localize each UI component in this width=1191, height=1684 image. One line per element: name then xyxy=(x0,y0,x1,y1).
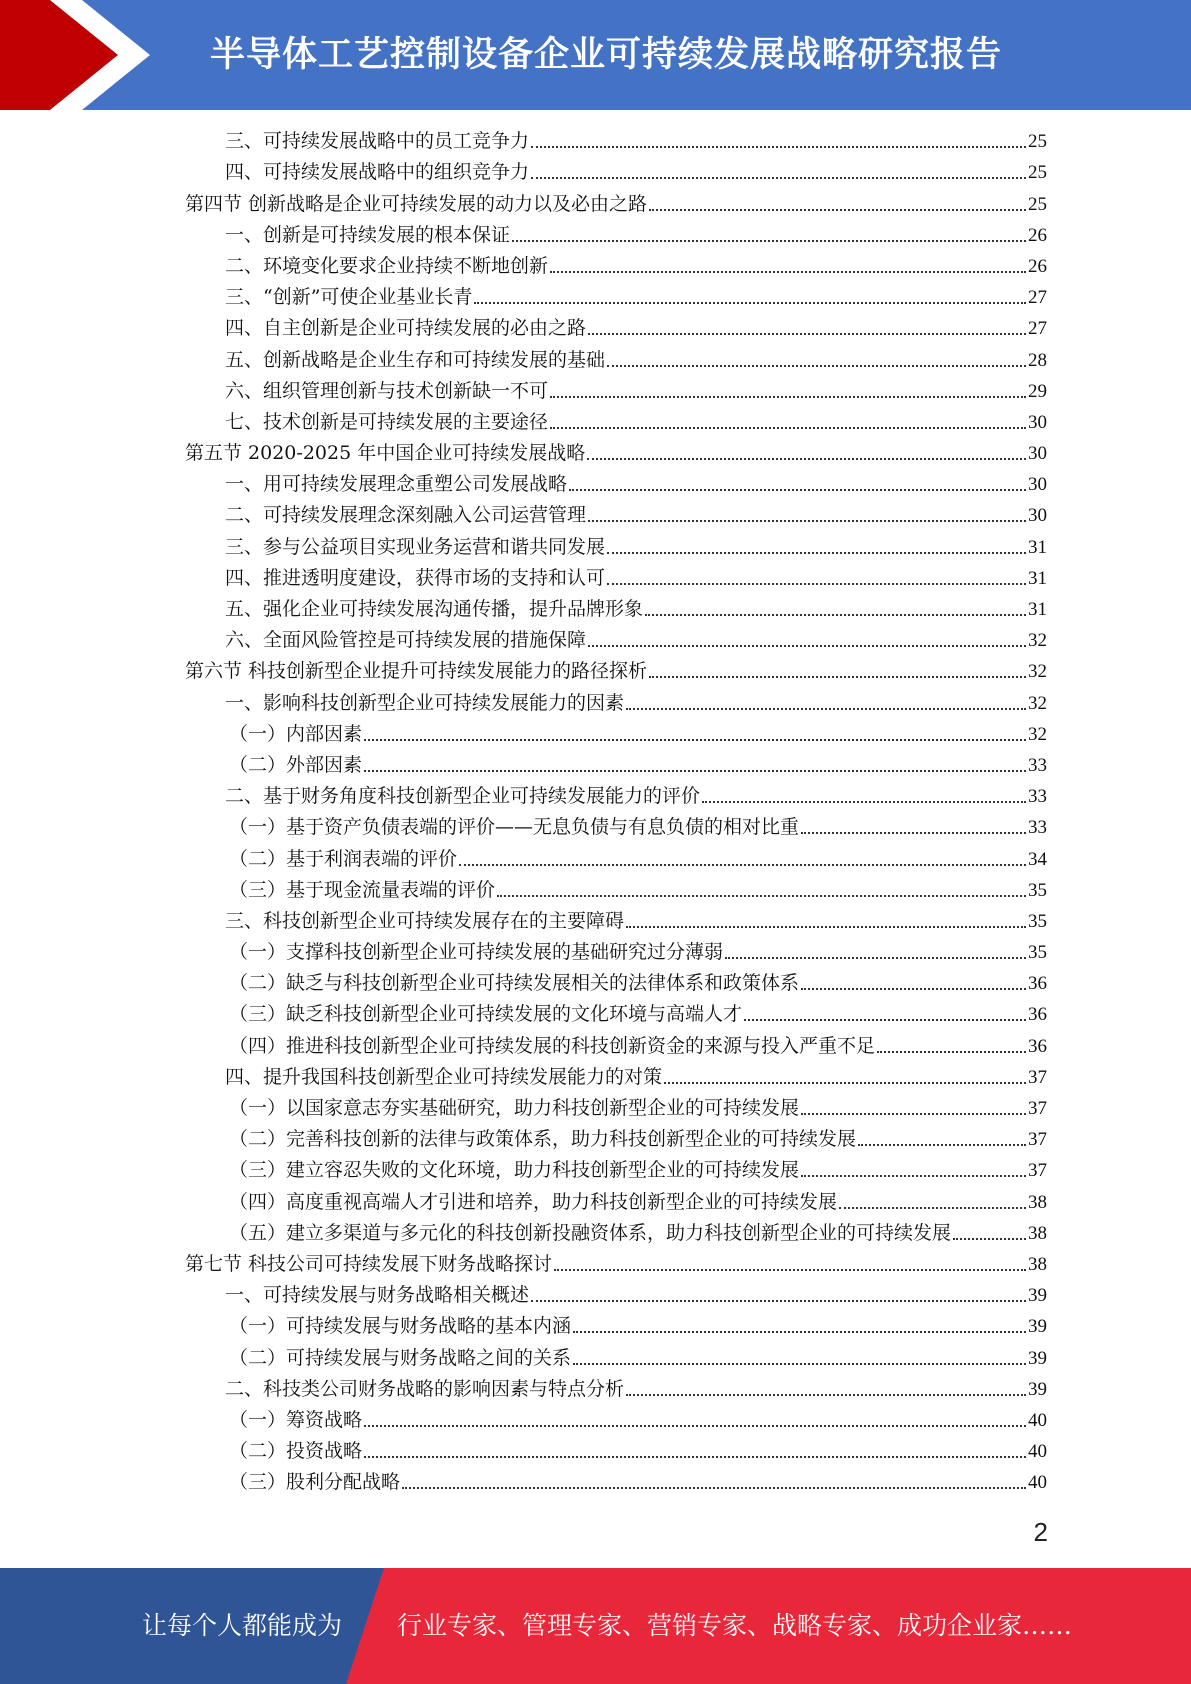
toc-entry-title: 二、可持续发展理念深刻融入公司运营管理 xyxy=(225,504,587,527)
toc-entry[interactable] xyxy=(185,1313,1047,1344)
toc-dot-leader xyxy=(474,302,1026,304)
report-title: 半导体工艺控制设备企业可持续发展战略研究报告 xyxy=(210,35,1003,75)
toc-entry-page: 25 xyxy=(1028,131,1047,153)
toc-entry-page: 39 xyxy=(1028,1347,1047,1369)
toc-dot-leader xyxy=(512,240,1026,242)
toc-entry[interactable] xyxy=(185,1220,1047,1251)
toc-dot-leader xyxy=(877,1051,1026,1053)
toc-entry-title: 三、参与公益项目实现业务运营和谐共同发展 xyxy=(225,535,606,558)
toc-entry[interactable] xyxy=(185,939,1047,970)
toc-entry-title: 七、技术创新是可持续发展的主要途径 xyxy=(225,410,549,433)
toc-entry-title: （三）缺乏科技创新型企业可持续发展的文化环境与高端人才 xyxy=(229,1003,743,1026)
toc-entry-title: 五、强化企业可持续发展沟通传播，提升品牌形象 xyxy=(225,598,644,620)
toc-entry-page: 26 xyxy=(1028,224,1047,246)
toc-dot-leader xyxy=(607,583,1026,585)
toc-dot-leader xyxy=(531,1300,1026,1302)
toc-entry[interactable] xyxy=(185,1064,1047,1095)
toc-entry[interactable] xyxy=(185,1188,1047,1219)
toc-entry[interactable] xyxy=(185,1469,1047,1500)
toc-entry-page: 40 xyxy=(1028,1472,1047,1494)
toc-dot-leader xyxy=(588,333,1026,335)
toc-entry[interactable] xyxy=(185,190,1047,221)
toc-entry-title: 三、可持续发展战略中的员工竞争力 xyxy=(225,130,530,153)
toc-entry[interactable] xyxy=(185,1251,1047,1282)
toc-entry-page: 35 xyxy=(1028,879,1047,901)
toc-dot-leader xyxy=(573,1363,1026,1365)
toc-entry-title: 二、环境变化要求企业持续不断地创新 xyxy=(225,254,549,277)
toc-entry-title: 四、可持续发展战略中的组织竞争力 xyxy=(225,161,530,184)
toc-entry-page: 26 xyxy=(1028,255,1047,277)
toc-entry-page: 25 xyxy=(1028,193,1047,215)
toc-entry-title: （一）筹资战略 xyxy=(229,1408,363,1431)
toc-entry-title: （二）投资战略 xyxy=(229,1440,363,1463)
toc-dot-leader xyxy=(626,926,1026,928)
toc-entry-page: 39 xyxy=(1028,1316,1047,1338)
toc-entry-page: 31 xyxy=(1028,536,1047,558)
toc-entry-title: （四）推进科技创新型企业可持续发展的科技创新资金的来源与投入严重不足 xyxy=(229,1034,876,1057)
toc-entry-title: 三、“创新”可使企业基业长青 xyxy=(225,286,473,309)
toc-entry-title: 一、影响科技创新型企业可持续发展能力的因素 xyxy=(225,691,625,714)
footer-slogan-right: 行业专家、管理专家、营销专家、战略专家、成功企业家…… xyxy=(397,1611,1073,1640)
toc-dot-leader xyxy=(550,271,1026,273)
toc-entry[interactable] xyxy=(185,565,1047,596)
toc-entry[interactable] xyxy=(185,970,1047,1001)
toc-entry-title: （二）缺乏与科技创新型企业可持续发展相关的法律体系和政策体系 xyxy=(229,972,800,995)
table-of-contents xyxy=(185,128,1047,1500)
toc-entry-page: 33 xyxy=(1028,754,1047,776)
toc-entry-page: 33 xyxy=(1028,817,1047,839)
toc-entry-page: 28 xyxy=(1028,349,1047,371)
toc-dot-leader xyxy=(588,520,1026,522)
toc-entry[interactable] xyxy=(185,1126,1047,1157)
toc-entry-title: （四）高度重视高端人才引进和培养，助力科技创新型企业的可持续发展 xyxy=(229,1190,838,1213)
toc-dot-leader xyxy=(588,645,1026,647)
toc-entry[interactable] xyxy=(185,409,1047,440)
toc-entry-title: 四、推进透明度建设，获得市场的支持和认可 xyxy=(225,566,606,589)
toc-entry[interactable] xyxy=(185,533,1047,564)
toc-entry-page: 38 xyxy=(1028,1191,1047,1213)
toc-entry-page: 25 xyxy=(1028,162,1047,184)
toc-entry-page: 32 xyxy=(1028,723,1047,745)
toc-entry[interactable] xyxy=(185,1438,1047,1469)
toc-entry[interactable] xyxy=(185,1001,1047,1032)
toc-entry-page: 33 xyxy=(1028,786,1047,808)
toc-dot-leader xyxy=(364,1456,1026,1458)
toc-dot-leader xyxy=(587,458,1026,460)
toc-entry[interactable] xyxy=(185,440,1047,471)
toc-entry-page: 30 xyxy=(1028,411,1047,433)
toc-entry-title: 一、用可持续发展理念重塑公司发展战略 xyxy=(225,473,568,496)
toc-entry-page: 36 xyxy=(1028,1035,1047,1057)
toc-dot-leader xyxy=(531,177,1026,179)
toc-entry-page: 30 xyxy=(1028,443,1047,465)
toc-dot-leader xyxy=(402,1487,1026,1489)
toc-dot-leader xyxy=(801,1175,1026,1177)
toc-dot-leader xyxy=(626,708,1026,710)
toc-entry-title: （一）内部因素 xyxy=(229,722,363,745)
toc-entry[interactable] xyxy=(185,845,1047,876)
toc-entry[interactable] xyxy=(185,1344,1047,1375)
toc-entry-title: （二）可持续发展与财务战略之间的关系 xyxy=(229,1346,572,1369)
toc-dot-leader xyxy=(702,801,1026,803)
toc-entry[interactable] xyxy=(185,721,1047,752)
toc-dot-leader xyxy=(839,1207,1026,1209)
toc-entry-title: （一）支撑科技创新型企业可持续发展的基础研究过分薄弱 xyxy=(229,941,724,964)
toc-dot-leader xyxy=(649,676,1026,678)
toc-entry-title: 五、创新战略是企业生存和可持续发展的基础 xyxy=(225,348,606,371)
toc-entry-page: 27 xyxy=(1028,287,1047,309)
toc-entry-page: 31 xyxy=(1028,567,1047,589)
toc-entry[interactable] xyxy=(185,1282,1047,1313)
toc-dot-leader xyxy=(801,1113,1026,1115)
toc-dot-leader xyxy=(573,1331,1026,1333)
toc-entry[interactable] xyxy=(185,908,1047,939)
toc-entry-title: 一、创新是可持续发展的根本保证 xyxy=(225,223,511,246)
toc-entry-page: 36 xyxy=(1028,1004,1047,1026)
toc-entry[interactable] xyxy=(185,222,1047,253)
toc-entry-title: 一、可持续发展与财务战略相关概述 xyxy=(225,1284,530,1307)
toc-entry[interactable] xyxy=(185,1407,1047,1438)
toc-entry-title: 第七节 科技公司可持续发展下财务战略探讨 xyxy=(185,1252,553,1275)
toc-entry-title: 四、提升我国科技创新型企业可持续发展能力的对策 xyxy=(225,1065,663,1088)
toc-entry[interactable] xyxy=(185,783,1047,814)
toc-entry-title: 第五节 2020-2025 年中国企业可持续发展战略 xyxy=(185,442,586,465)
toc-entry-title: 二、科技类公司财务战略的影响因素与特点分析 xyxy=(225,1377,625,1400)
toc-entry[interactable] xyxy=(185,1157,1047,1188)
toc-dot-leader xyxy=(364,739,1026,741)
toc-entry-title: （三）建立容忍失败的文化环境，助力科技创新型企业的可持续发展 xyxy=(229,1159,800,1182)
toc-entry[interactable] xyxy=(185,284,1047,315)
toc-entry-page: 27 xyxy=(1028,318,1047,340)
header-banner xyxy=(0,0,1191,110)
toc-entry-title: （二）基于利润表端的评价 xyxy=(229,847,458,870)
toc-entry-page: 34 xyxy=(1028,848,1047,870)
toc-entry[interactable] xyxy=(185,502,1047,533)
toc-dot-leader xyxy=(364,1425,1026,1427)
toc-entry[interactable] xyxy=(185,253,1047,284)
toc-dot-leader xyxy=(664,1082,1026,1084)
toc-entry[interactable] xyxy=(185,378,1047,409)
toc-entry-title: （一）基于资产负债表端的评价——无息负债与有息负债的相对比重 xyxy=(229,816,800,839)
toc-entry-title: 四、自主创新是企业可持续发展的必由之路 xyxy=(225,317,587,340)
toc-entry[interactable] xyxy=(185,1095,1047,1126)
toc-entry[interactable] xyxy=(185,814,1047,845)
toc-dot-leader xyxy=(744,1019,1026,1021)
toc-entry-page: 29 xyxy=(1028,380,1047,402)
toc-entry-page: 38 xyxy=(1028,1222,1047,1244)
toc-entry-page: 30 xyxy=(1028,474,1047,496)
toc-dot-leader xyxy=(645,614,1026,616)
toc-entry-page: 37 xyxy=(1028,1129,1047,1151)
toc-dot-leader xyxy=(953,1238,1026,1240)
toc-entry-title: （三）基于现金流量表端的评价 xyxy=(229,878,496,901)
toc-dot-leader xyxy=(626,1394,1026,1396)
toc-dot-leader xyxy=(801,832,1026,834)
toc-entry-page: 35 xyxy=(1028,910,1047,932)
toc-entry-title: 六、组织管理创新与技术创新缺一不可 xyxy=(225,379,549,402)
toc-dot-leader xyxy=(607,552,1026,554)
toc-entry[interactable] xyxy=(185,627,1047,658)
toc-entry-page: 31 xyxy=(1028,599,1047,620)
toc-entry-title: （二）外部因素 xyxy=(229,753,363,776)
toc-entry-title: （三）股利分配战略 xyxy=(229,1471,401,1494)
toc-dot-leader xyxy=(550,396,1026,398)
toc-dot-leader xyxy=(550,427,1026,429)
toc-entry-page: 40 xyxy=(1028,1441,1047,1463)
page-number: 2 xyxy=(1033,1517,1048,1547)
toc-dot-leader xyxy=(364,770,1026,772)
toc-entry-page: 37 xyxy=(1028,1098,1047,1119)
toc-entry[interactable] xyxy=(185,689,1047,720)
toc-entry[interactable] xyxy=(185,877,1047,908)
toc-entry-page: 32 xyxy=(1028,661,1047,683)
toc-dot-leader xyxy=(649,209,1026,211)
toc-entry[interactable] xyxy=(185,159,1047,190)
toc-entry[interactable] xyxy=(185,346,1047,377)
arrow-chevron-icon xyxy=(0,0,180,110)
toc-entry-title: （一）可持续发展与财务战略的基本内涵 xyxy=(229,1315,572,1338)
toc-dot-leader xyxy=(801,988,1026,990)
toc-dot-leader xyxy=(497,895,1026,897)
toc-entry-title: （一）以国家意志夯实基础研究，助力科技创新型企业的可持续发展 xyxy=(229,1097,800,1119)
toc-entry-page: 36 xyxy=(1028,973,1047,995)
toc-entry-page: 32 xyxy=(1028,630,1047,652)
toc-entry-page: 40 xyxy=(1028,1409,1047,1431)
toc-entry-title: （五）建立多渠道与多元化的科技创新投融资体系，助力科技创新型企业的可持续发展 xyxy=(229,1221,952,1244)
toc-entry-title: 二、基于财务角度科技创新型企业可持续发展能力的评价 xyxy=(225,785,701,808)
toc-entry-title: 第四节 创新战略是企业可持续发展的动力以及必由之路 xyxy=(185,192,648,215)
toc-entry-page: 37 xyxy=(1028,1066,1047,1088)
toc-dot-leader xyxy=(725,957,1026,959)
footer-banner xyxy=(0,1568,1191,1684)
toc-entry-page: 30 xyxy=(1028,505,1047,527)
toc-entry-title: 第六节 科技创新型企业提升可持续发展能力的路径探析 xyxy=(185,660,648,683)
toc-entry-page: 39 xyxy=(1028,1378,1047,1400)
toc-entry-page: 32 xyxy=(1028,692,1047,714)
toc-dot-leader xyxy=(531,146,1026,148)
toc-entry-page: 35 xyxy=(1028,942,1047,964)
toc-dot-leader xyxy=(569,489,1026,491)
toc-entry-page: 38 xyxy=(1028,1253,1047,1275)
toc-entry-title: 六、全面风险管控是可持续发展的措施保障 xyxy=(225,629,587,652)
toc-entry[interactable] xyxy=(185,1376,1047,1407)
toc-dot-leader xyxy=(858,1144,1026,1146)
toc-entry[interactable] xyxy=(185,128,1047,159)
toc-entry-title: （二）完善科技创新的法律与政策体系，助力科技创新型企业的可持续发展 xyxy=(229,1128,857,1151)
toc-entry[interactable] xyxy=(185,1032,1047,1063)
footer-slogan-left: 让每个人都能成为 xyxy=(142,1611,343,1640)
toc-dot-leader xyxy=(607,365,1026,367)
toc-entry-title: 三、科技创新型企业可持续发展存在的主要障碍 xyxy=(225,909,625,932)
toc-dot-leader xyxy=(459,864,1026,866)
toc-entry[interactable] xyxy=(185,471,1047,502)
toc-entry-page: 37 xyxy=(1028,1160,1047,1182)
toc-entry[interactable] xyxy=(185,596,1047,627)
toc-entry-page: 39 xyxy=(1028,1285,1047,1307)
toc-entry[interactable] xyxy=(185,752,1047,783)
toc-entry[interactable] xyxy=(185,315,1047,346)
toc-dot-leader xyxy=(554,1269,1026,1271)
toc-entry[interactable] xyxy=(185,658,1047,689)
